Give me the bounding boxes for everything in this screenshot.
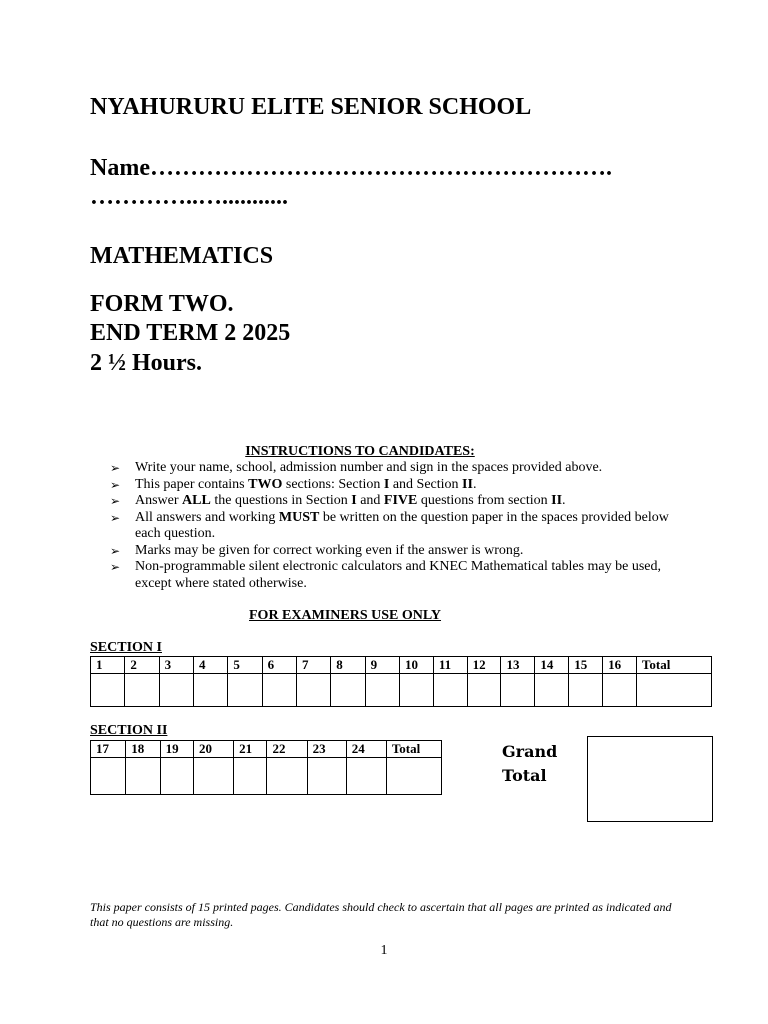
score-column-header: Total bbox=[386, 741, 441, 758]
score-cell[interactable] bbox=[346, 758, 386, 795]
score-column-header: 7 bbox=[296, 657, 330, 674]
instruction-text: and Section bbox=[389, 476, 463, 492]
section-2-score-row bbox=[91, 758, 442, 795]
score-column-header: 2 bbox=[125, 657, 159, 674]
score-cell[interactable] bbox=[365, 674, 399, 707]
score-column-header: 21 bbox=[234, 741, 267, 758]
score-column-header: Total bbox=[636, 657, 711, 674]
school-name: NYAHURURU ELITE SENIOR SCHOOL bbox=[90, 94, 532, 120]
score-column-header: 18 bbox=[126, 741, 160, 758]
score-column-header: 15 bbox=[569, 657, 603, 674]
section-1-label: SECTION I bbox=[90, 640, 162, 655]
grand-total-word-1: Grand bbox=[502, 742, 558, 761]
score-cell[interactable] bbox=[267, 758, 307, 795]
arrow-bullet-icon: ➢ bbox=[110, 560, 121, 574]
score-column-header: 23 bbox=[307, 741, 346, 758]
score-cell[interactable] bbox=[126, 758, 160, 795]
score-cell[interactable] bbox=[125, 674, 159, 707]
arrow-bullet-icon: ➢ bbox=[110, 477, 121, 492]
instruction-text: All answers and working bbox=[135, 509, 279, 525]
score-column-header: 9 bbox=[365, 657, 399, 674]
instruction-text: . bbox=[472, 476, 477, 492]
instruction-item bbox=[110, 477, 670, 494]
score-column-header: 19 bbox=[160, 741, 193, 758]
section-1-score-row bbox=[91, 674, 712, 707]
score-cell[interactable] bbox=[234, 758, 267, 795]
page-number: 1 bbox=[380, 943, 388, 958]
score-cell[interactable] bbox=[535, 674, 569, 707]
instruction-item bbox=[110, 559, 670, 592]
score-cell[interactable] bbox=[228, 674, 262, 707]
instruction-text: the questions in Section bbox=[210, 493, 352, 508]
section-2-header-row bbox=[91, 741, 442, 758]
score-cell[interactable] bbox=[433, 674, 467, 707]
form-label: FORM TWO. bbox=[90, 291, 234, 317]
name-field-line-1: Name…………………………………………………. bbox=[90, 155, 612, 181]
instructions-title: INSTRUCTIONS TO CANDIDATES: bbox=[245, 444, 475, 459]
arrow-bullet-icon: ➢ bbox=[110, 494, 121, 508]
instruction-text: questions from section bbox=[417, 493, 552, 508]
score-cell[interactable] bbox=[636, 674, 711, 707]
instruction-text: II bbox=[462, 476, 473, 492]
instruction-item bbox=[110, 493, 670, 510]
score-column-header: 24 bbox=[346, 741, 386, 758]
grand-total-word-2: Total bbox=[502, 766, 547, 785]
score-cell[interactable] bbox=[386, 758, 441, 795]
instruction-text: Marks may be given for correct working even if the answer is wrong. bbox=[135, 542, 524, 558]
score-cell[interactable] bbox=[91, 674, 125, 707]
score-cell[interactable] bbox=[193, 674, 227, 707]
score-column-header: 1 bbox=[91, 657, 125, 674]
score-column-header: 4 bbox=[193, 657, 227, 674]
section-2-label: SECTION II bbox=[90, 723, 168, 738]
score-column-header: 11 bbox=[433, 657, 467, 674]
subject-title: MATHEMATICS bbox=[90, 243, 274, 269]
score-column-header: 14 bbox=[535, 657, 569, 674]
score-cell[interactable] bbox=[399, 674, 433, 707]
examiners-title: FOR EXAMINERS USE ONLY bbox=[249, 608, 442, 623]
instruction-text: Write your name, school, admission number and sign in the spaces provided above. bbox=[135, 460, 603, 475]
instruction-text: I bbox=[351, 493, 357, 508]
score-column-header: 12 bbox=[467, 657, 501, 674]
score-cell[interactable] bbox=[296, 674, 330, 707]
instruction-text: . bbox=[562, 493, 566, 508]
instruction-text: II bbox=[551, 493, 563, 508]
arrow-bullet-icon: ➢ bbox=[110, 543, 121, 558]
duration-label: 2 ½ Hours. bbox=[90, 350, 203, 376]
grand-total-box bbox=[587, 736, 713, 822]
score-cell[interactable] bbox=[603, 674, 637, 707]
score-cell[interactable] bbox=[91, 758, 126, 795]
name-field-line-2: …………..…........... bbox=[90, 184, 288, 210]
score-cell[interactable] bbox=[467, 674, 501, 707]
score-cell[interactable] bbox=[307, 758, 346, 795]
score-column-header: 17 bbox=[91, 741, 126, 758]
instruction-text: sections: Section bbox=[282, 476, 384, 492]
instruction-text: ALL bbox=[182, 493, 211, 508]
score-column-header: 5 bbox=[228, 657, 262, 674]
instruction-text: Answer bbox=[135, 493, 183, 508]
score-cell[interactable] bbox=[262, 674, 296, 707]
score-cell[interactable] bbox=[159, 674, 193, 707]
instruction-text: MUST bbox=[278, 509, 320, 525]
score-column-header: 16 bbox=[603, 657, 637, 674]
instruction-item bbox=[110, 460, 670, 477]
instruction-item bbox=[110, 510, 670, 543]
score-column-header: 13 bbox=[501, 657, 535, 674]
instructions-list bbox=[110, 460, 670, 592]
score-cell[interactable] bbox=[194, 758, 234, 795]
score-column-header: 8 bbox=[331, 657, 365, 674]
instruction-text: TWO bbox=[248, 476, 283, 492]
score-cell[interactable] bbox=[569, 674, 603, 707]
score-column-header: 20 bbox=[194, 741, 234, 758]
section-1-score-table bbox=[90, 656, 712, 707]
score-cell[interactable] bbox=[501, 674, 535, 707]
instruction-item bbox=[110, 543, 670, 560]
instruction-text: Non-programmable silent electronic calculators and KNEC Mathematical tables may be used, except where stated otherwise. bbox=[135, 559, 661, 591]
score-column-header: 3 bbox=[159, 657, 193, 674]
score-column-header: 6 bbox=[262, 657, 296, 674]
term-label: END TERM 2 2025 bbox=[90, 320, 291, 346]
section-2-score-table bbox=[90, 740, 442, 795]
score-column-header: 10 bbox=[399, 657, 433, 674]
instruction-text: I bbox=[383, 476, 390, 492]
score-cell[interactable] bbox=[331, 674, 365, 707]
instruction-text: This paper contains bbox=[135, 476, 249, 492]
instruction-text: FIVE bbox=[383, 493, 418, 508]
arrow-bullet-icon: ➢ bbox=[110, 461, 121, 475]
instruction-text: and bbox=[356, 493, 384, 508]
arrow-bullet-icon: ➢ bbox=[110, 510, 121, 525]
section-1-header-row bbox=[91, 657, 712, 674]
page-count-note: This paper consists of 15 printed pages. Candidates should check to ascertain that all pages are printed as indicated and that no questions are missing. bbox=[90, 900, 672, 929]
score-cell[interactable] bbox=[160, 758, 193, 795]
instruction-text: be written on the question paper in the spaces provided below each question. bbox=[135, 509, 669, 541]
grand-total-label bbox=[502, 740, 557, 788]
score-column-header: 22 bbox=[267, 741, 307, 758]
